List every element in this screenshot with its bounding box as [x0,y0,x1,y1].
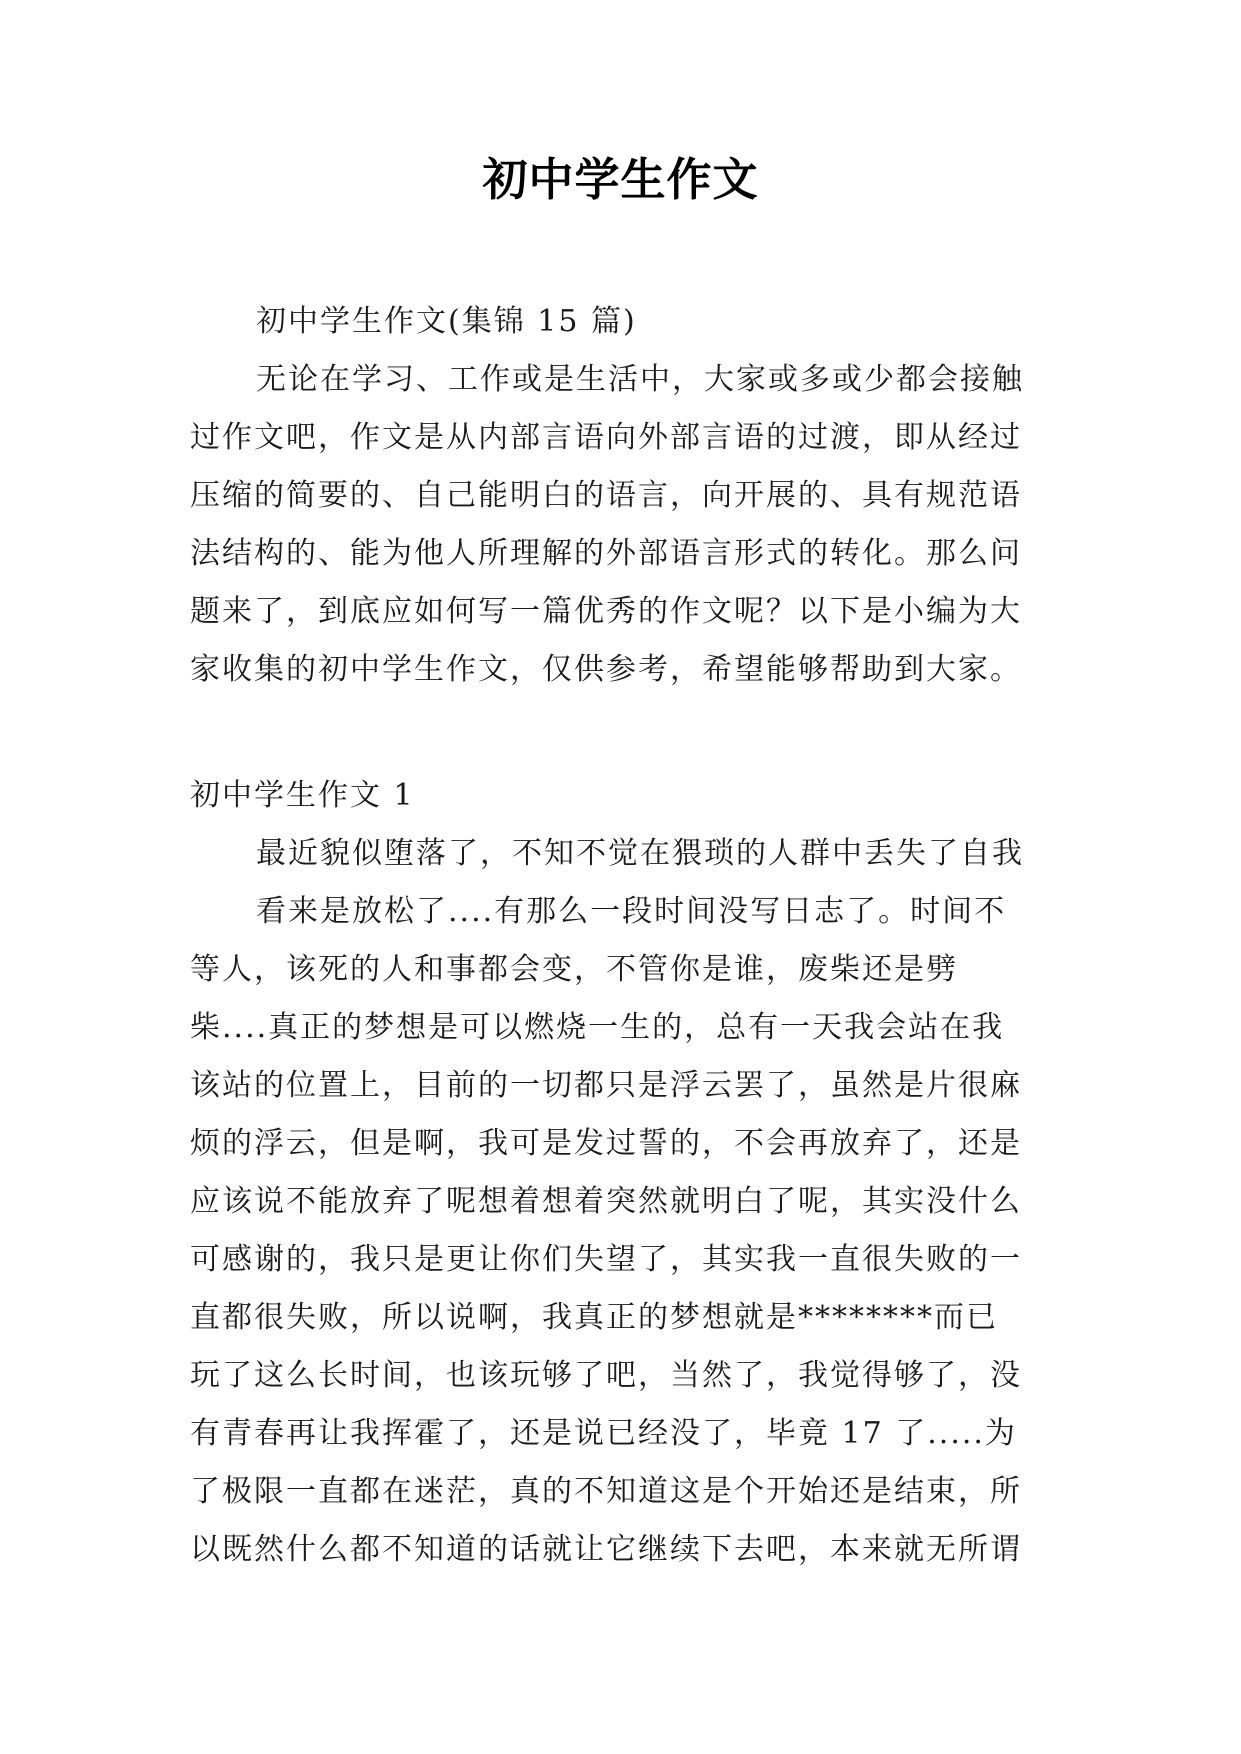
essay-line: 烦的浮云，但是啊，我可是发过誓的，不会再放弃了，还是 [190,1126,1022,1161]
intro-line: 无论在学习、工作或是生活中，大家或多或少都会接触 [256,362,1024,397]
essay-line: 了极限一直都在迷茫，真的不知道这是个开始还是结束，所 [190,1474,1022,1509]
document-title: 初中学生作文 [482,153,759,206]
essay-line: 直都很失败，所以说啊，我真正的梦想就是********而已 [190,1300,998,1335]
essay-line: 可感谢的，我只是更让你们失望了，其实我一直很失败的一 [190,1242,1022,1277]
essay-line: 该站的位置上，目前的一切都只是浮云罢了，虽然是片很麻 [190,1068,1022,1103]
intro-line: 过作文吧，作文是从内部言语向外部言语的过渡，即从经过 [190,420,1022,455]
essay-line: 应该说不能放弃了呢想着想着突然就明白了呢，其实没什么 [190,1184,1022,1219]
intro-line: 题来了，到底应如何写一篇优秀的作文呢？以下是小编为大 [190,594,1022,629]
essay-heading: 初中学生作文 1 [190,778,415,813]
intro-line: 法结构的、能为他人所理解的外部语言形式的转化。那么问 [190,536,1022,571]
essay-line: 以既然什么都不知道的话就让它继续下去吧，本来就无所谓 [190,1532,1022,1567]
essay-line: 看来是放松了....有那么一段时间没写日志了。时间不 [256,894,1007,929]
intro-line: 家收集的初中学生作文，仅供参考，希望能够帮助到大家。 [190,652,1022,687]
section-gap [190,699,1050,767]
intro-subtitle: 初中学生作文(集锦 15 篇) [256,304,637,339]
essay-line: 最近貌似堕落了，不知不觉在猥琐的人群中丢失了自我 [256,836,1024,871]
essay-line: 玩了这么长时间，也该玩够了吧，当然了，我觉得够了，没 [190,1358,1022,1393]
essay-line: 有青春再让我挥霍了，还是说已经没了，毕竟 17 了.....为 [190,1416,1017,1451]
intro-line: 压缩的简要的、自己能明白的语言，向开展的、具有规范语 [190,478,1022,513]
essay-line: 柴....真正的梦想是可以燃烧一生的，总有一天我会站在我 [190,1010,1005,1045]
essay-line: 等人，该死的人和事都会变，不管你是谁，废柴还是劈 [190,952,958,987]
document-body [190,293,1050,1579]
